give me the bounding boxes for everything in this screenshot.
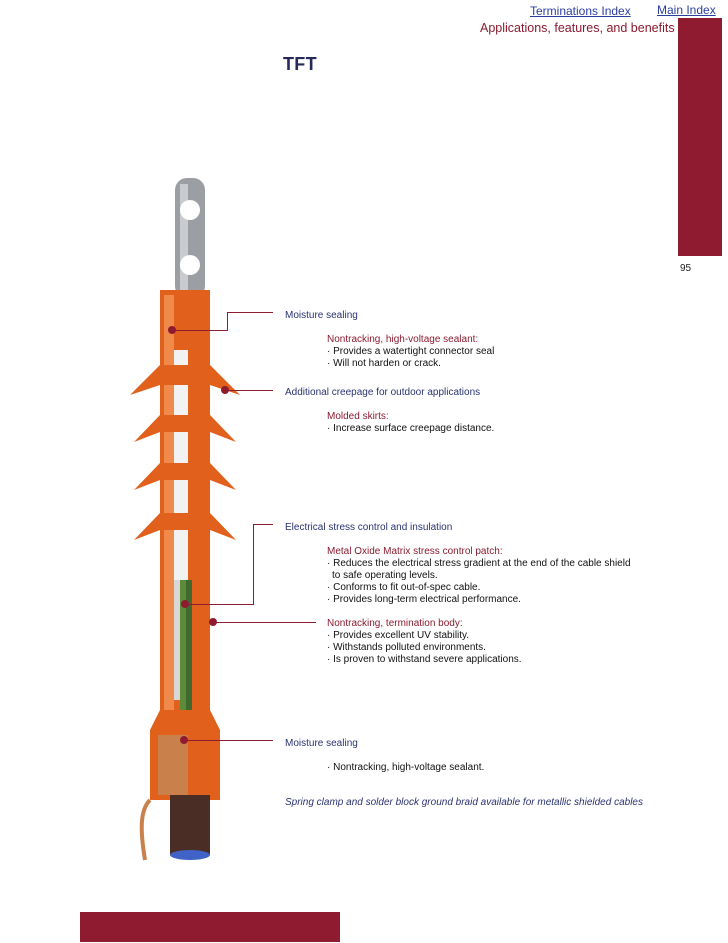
- callout-3-bullet: · Reduces the electrical stress gradient at the end of the cable shield: [327, 558, 631, 569]
- callout-3-subheading: Metal Oxide Matrix stress control patch:: [327, 546, 503, 557]
- callout-2-bullet: · Increase surface creepage distance.: [327, 423, 495, 434]
- callout-3-heading: Electrical stress control and insulation: [285, 522, 453, 533]
- callout-3b-subheading: Nontracking, termination body:: [327, 618, 463, 629]
- callout-3-bullet: · Conforms to fit out-of-spec cable.: [327, 582, 481, 593]
- side-color-bar: [678, 18, 722, 256]
- callout-marker: [168, 326, 176, 334]
- bottom-color-bar: [80, 912, 340, 942]
- callout-marker: [181, 600, 189, 608]
- callout-3b-bullet: · Provides excellent UV stability.: [327, 630, 470, 641]
- callout-4-heading: Moisture sealing: [285, 738, 358, 749]
- callout-4-bullet: · Nontracking, high-voltage sealant.: [327, 762, 485, 773]
- callout-1-heading: Moisture sealing: [285, 310, 358, 321]
- callout-2-subheading: Molded skirts:: [327, 411, 389, 422]
- callout-3-bullet: · Provides long-term electrical performance.: [327, 594, 521, 605]
- termination-illustration: [120, 170, 260, 870]
- callout-1-subheading: Nontracking, high-voltage sealant:: [327, 334, 479, 345]
- callout-marker: [221, 386, 229, 394]
- callout-3b-bullet: · Withstands polluted environments.: [327, 642, 486, 653]
- callout-3-bullet: to safe operating levels.: [332, 570, 438, 581]
- product-title: TFT: [283, 54, 317, 74]
- page-number: 95: [680, 263, 692, 274]
- ground-braid-caption: Spring clamp and solder block ground braid available for metallic shielded cables: [285, 797, 643, 808]
- callout-1-bullet: · Provides a watertight connector seal: [327, 346, 495, 357]
- connector-lug-icon: [175, 178, 205, 298]
- main-index-link[interactable]: Main Index: [657, 3, 716, 17]
- terminations-index-link[interactable]: Terminations Index: [530, 4, 631, 18]
- callout-1-bullet: · Will not harden or crack.: [327, 358, 441, 369]
- callout-2-heading: Additional creepage for outdoor applications: [285, 387, 481, 398]
- page-subtitle: Applications, features, and benefits: [480, 21, 675, 35]
- callout-marker: [180, 736, 188, 744]
- callout-marker: [209, 618, 217, 626]
- callout-3b-bullet: · Is proven to withstand severe applications.: [327, 654, 522, 665]
